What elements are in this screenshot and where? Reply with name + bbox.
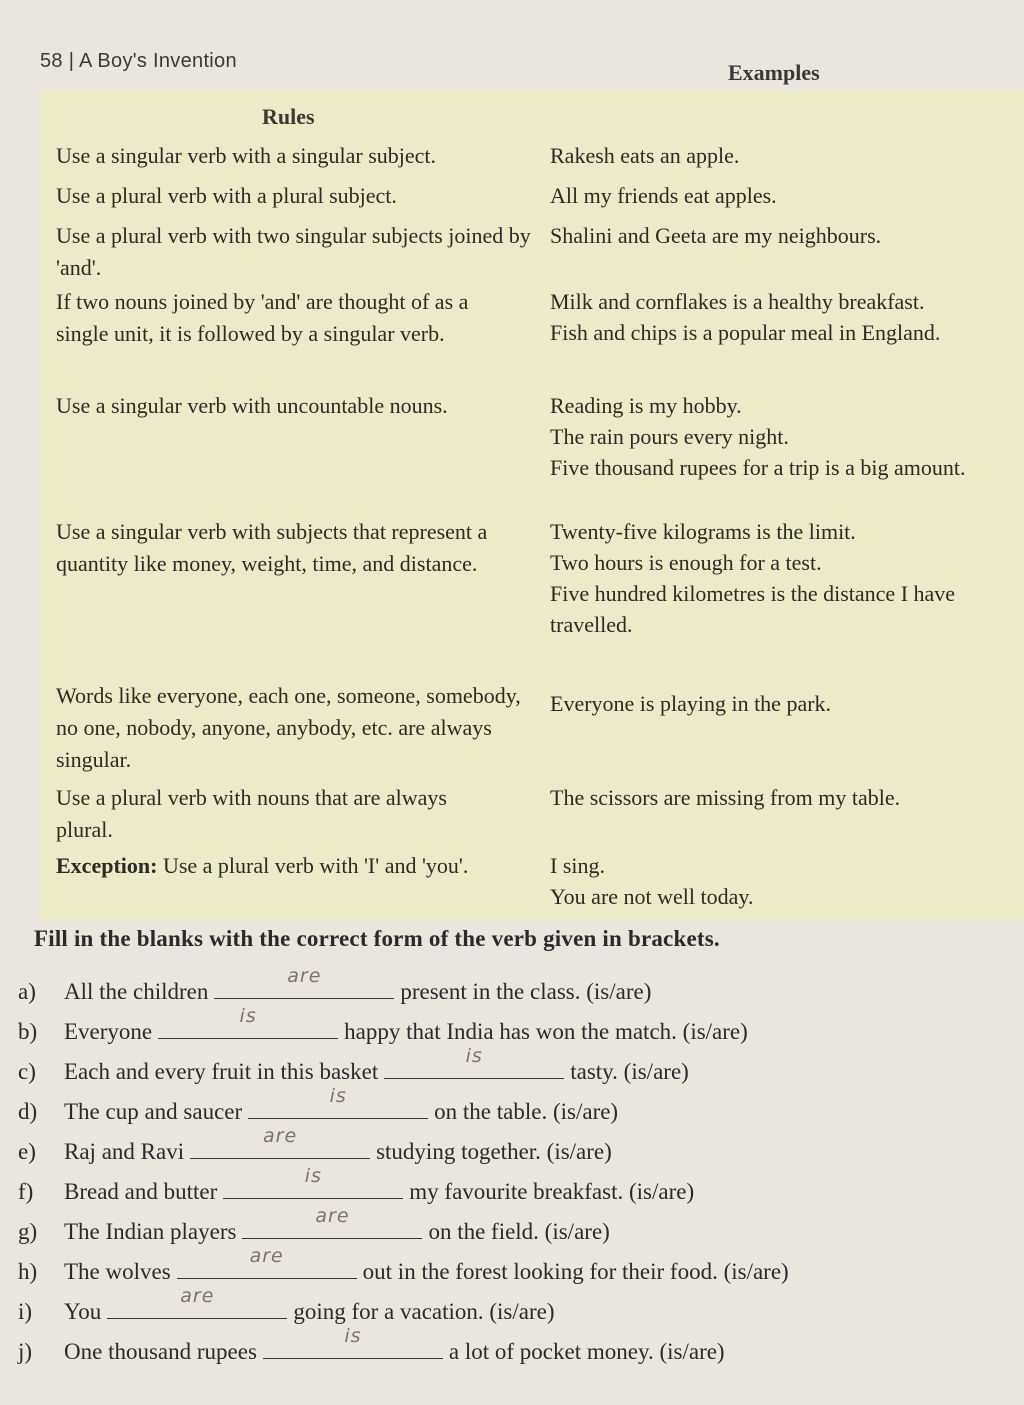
handwritten-answer: is bbox=[329, 1085, 347, 1107]
example-list bbox=[550, 140, 1020, 171]
handwritten-answer: are bbox=[315, 1205, 350, 1227]
answer-blank[interactable] bbox=[242, 1205, 422, 1239]
example-list bbox=[550, 782, 1020, 813]
example-sentence: Five hundred kilometres is the distance I have travelled. bbox=[550, 581, 956, 637]
example-sentence: Five thousand rupees for a trip is a big amount. bbox=[550, 455, 966, 480]
item-after: my favourite breakfast. (is/are) bbox=[409, 1179, 695, 1204]
handwritten-answer: is bbox=[304, 1165, 322, 1187]
item-letter: c) bbox=[18, 1059, 36, 1084]
example-list bbox=[550, 286, 1020, 348]
exercise-item bbox=[14, 1125, 1014, 1172]
item-before: You bbox=[64, 1299, 102, 1324]
example-sentence: Twenty-five kilograms is the limit. bbox=[550, 519, 856, 544]
item-letter: j) bbox=[18, 1339, 33, 1364]
exception-label: Exception: bbox=[56, 853, 158, 878]
example-list bbox=[550, 220, 1020, 251]
exercise-item bbox=[14, 1085, 1014, 1132]
item-before: The Indian players bbox=[64, 1219, 237, 1244]
exercise-item bbox=[14, 1165, 1014, 1212]
exercise-list bbox=[14, 965, 1014, 1372]
handwritten-answer: is bbox=[465, 1045, 483, 1067]
page-number: 58 bbox=[40, 50, 63, 72]
answer-blank[interactable] bbox=[190, 1125, 370, 1159]
exercise-item bbox=[14, 1325, 1014, 1372]
exercise-item bbox=[14, 1285, 1014, 1332]
example-sentence: Two hours is enough for a test. bbox=[550, 550, 822, 575]
rule-text: Use a plural verb with a plural subject. bbox=[56, 183, 397, 208]
item-letter: e) bbox=[18, 1139, 36, 1164]
page-header bbox=[40, 50, 237, 73]
rule-text: Use a singular verb with subjects that represent a quantity like money, weight, time, and distance. bbox=[56, 519, 488, 576]
handwritten-answer: is bbox=[344, 1325, 362, 1347]
example-sentence: I sing. bbox=[550, 853, 605, 878]
item-letter: b) bbox=[18, 1019, 38, 1044]
example-list bbox=[550, 516, 1020, 640]
item-after: out in the forest looking for their food. (is/are) bbox=[362, 1259, 789, 1284]
answer-blank[interactable] bbox=[384, 1045, 564, 1079]
exercise-instruction: Fill in the blanks with the correct form of the verb given in brackets. bbox=[34, 926, 720, 951]
item-letter: g) bbox=[18, 1219, 38, 1244]
item-before: The cup and saucer bbox=[64, 1099, 243, 1124]
example-list bbox=[550, 688, 1020, 719]
item-before: Everyone bbox=[64, 1019, 153, 1044]
example-sentence: Milk and cornflakes is a healthy breakfast. bbox=[550, 289, 925, 314]
item-after: a lot of pocket money. (is/are) bbox=[448, 1339, 725, 1364]
item-after: on the field. (is/are) bbox=[428, 1219, 610, 1244]
rule-text: Use a singular verb with uncountable nouns. bbox=[56, 393, 448, 418]
exercise-item bbox=[14, 1045, 1014, 1092]
item-letter: i) bbox=[18, 1299, 33, 1324]
example-sentence: Rakesh eats an apple. bbox=[550, 143, 740, 168]
examples-heading: Examples bbox=[728, 60, 820, 85]
item-letter: a) bbox=[18, 979, 36, 1004]
item-after: on the table. (is/are) bbox=[434, 1099, 619, 1124]
rule-text: Use a singular verb with a singular subject. bbox=[56, 143, 437, 168]
item-before: All the children bbox=[64, 979, 209, 1004]
item-after: happy that India has won the match. (is/are) bbox=[344, 1019, 748, 1044]
example-list bbox=[550, 850, 1020, 912]
example-sentence: Fish and chips is a popular meal in England. bbox=[550, 320, 941, 345]
item-before: Each and every fruit in this basket bbox=[64, 1059, 379, 1084]
rule-text: Use a plural verb with two singular subjects joined by 'and'. bbox=[56, 223, 531, 280]
rules-heading: Rules bbox=[262, 104, 315, 129]
item-after: tasty. (is/are) bbox=[570, 1059, 689, 1084]
handwritten-answer: are bbox=[180, 1285, 215, 1307]
example-sentence: The rain pours every night. bbox=[550, 424, 789, 449]
exception-text: Use a plural verb with 'I' and 'you'. bbox=[162, 853, 469, 878]
item-letter: h) bbox=[18, 1259, 38, 1284]
example-sentence: You are not well today. bbox=[550, 884, 754, 909]
exercise-item bbox=[14, 1205, 1014, 1252]
example-list bbox=[550, 390, 1020, 483]
item-after: studying together. (is/are) bbox=[376, 1139, 612, 1164]
handwritten-answer: is bbox=[239, 1005, 257, 1027]
header-separator: | bbox=[68, 50, 75, 72]
answer-blank[interactable] bbox=[214, 965, 394, 999]
answer-blank[interactable] bbox=[248, 1085, 428, 1119]
item-before: Bread and butter bbox=[64, 1179, 218, 1204]
rule-text: Words like everyone, each one, someone, somebody, no one, nobody, anyone, anybody, etc. are always singular. bbox=[56, 683, 521, 772]
book-title: A Boy's Invention bbox=[78, 50, 237, 72]
example-list bbox=[550, 180, 1020, 211]
handwritten-answer: are bbox=[287, 965, 322, 987]
item-after: present in the class. (is/are) bbox=[400, 979, 652, 1004]
item-letter: d) bbox=[18, 1099, 38, 1124]
example-sentence: Reading is my hobby. bbox=[550, 393, 742, 418]
handwritten-answer: are bbox=[263, 1125, 298, 1147]
example-sentence: Everyone is playing in the park. bbox=[550, 691, 832, 716]
example-sentence: Shalini and Geeta are my neighbours. bbox=[550, 223, 882, 248]
answer-blank[interactable] bbox=[158, 1005, 338, 1039]
item-before: The wolves bbox=[64, 1259, 171, 1284]
rule-text: If two nouns joined by 'and' are thought of as a single unit, it is followed by a singular verb. bbox=[56, 289, 469, 346]
handwritten-answer: are bbox=[249, 1245, 284, 1267]
example-sentence: All my friends eat apples. bbox=[550, 183, 777, 208]
rule-text bbox=[56, 850, 526, 882]
item-letter: f) bbox=[18, 1179, 34, 1204]
example-sentence: The scissors are missing from my table. bbox=[550, 785, 901, 810]
answer-blank[interactable] bbox=[107, 1285, 287, 1319]
answer-blank[interactable] bbox=[263, 1325, 443, 1359]
item-before: One thousand rupees bbox=[64, 1339, 257, 1364]
item-before: Raj and Ravi bbox=[64, 1139, 185, 1164]
answer-blank[interactable] bbox=[177, 1245, 357, 1279]
answer-blank[interactable] bbox=[223, 1165, 403, 1199]
item-after: going for a vacation. (is/are) bbox=[293, 1299, 555, 1324]
rule-text: Use a plural verb with nouns that are always plural. bbox=[56, 785, 447, 842]
